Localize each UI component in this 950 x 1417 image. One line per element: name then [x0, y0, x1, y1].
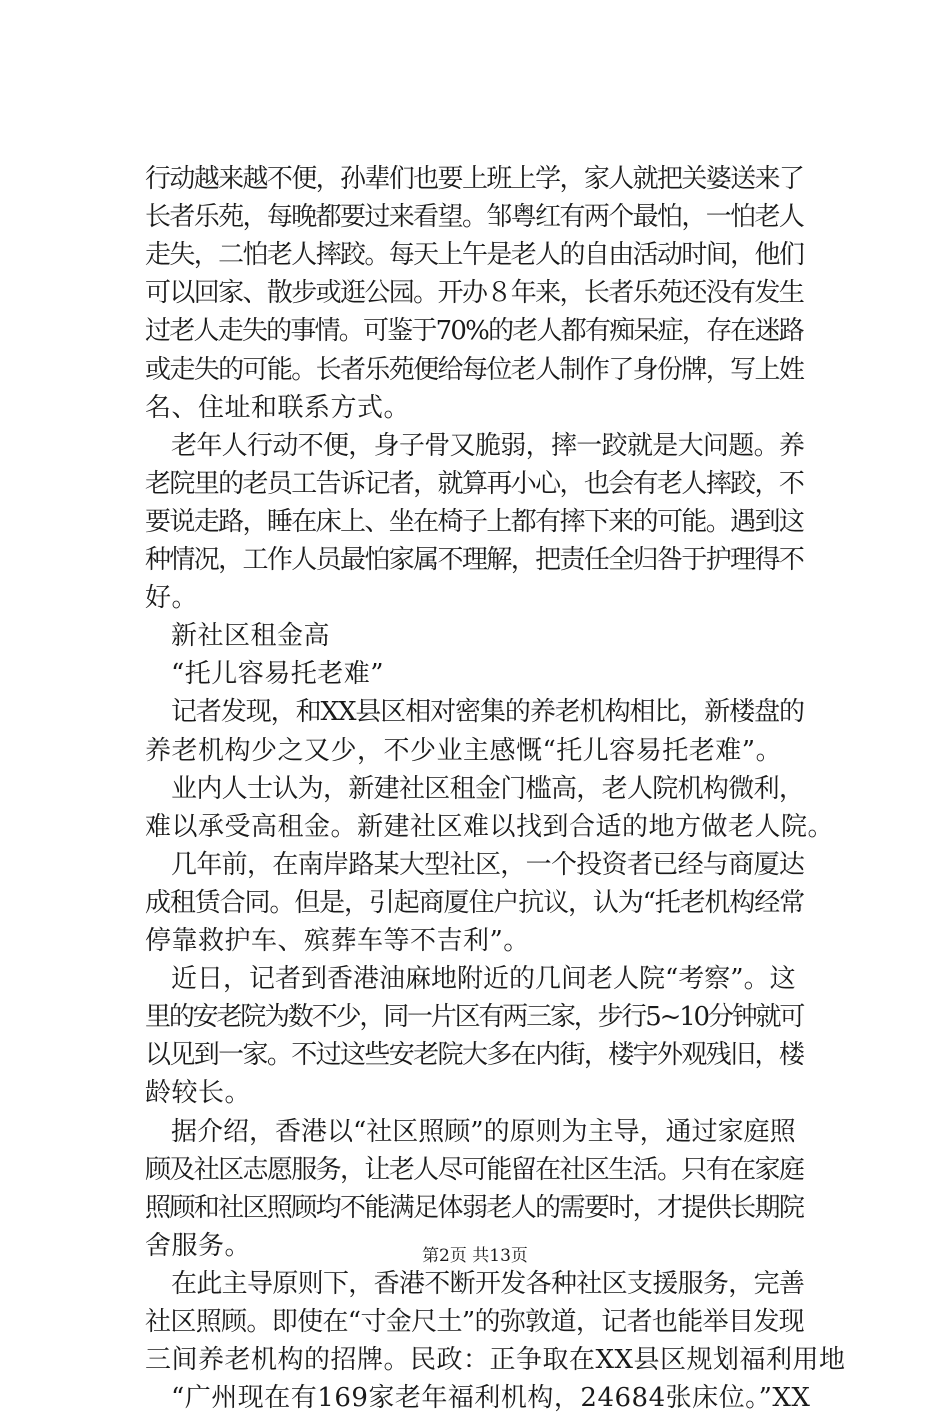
text-line: 舍服务。 [145, 1230, 252, 1261]
text-line: 名、住址和联系方式。 [145, 392, 411, 423]
text-line: 或走失的可能。长者乐苑便给每位老人制作了身份牌，写上姓 [145, 354, 804, 385]
text-line: 据介绍，香港以“社区照顾”的原则为主导，通过家庭照 [171, 1116, 796, 1147]
text-line: 在此主导原则下，香港不断开发各种社区支援服务，完善 [171, 1268, 805, 1299]
text-line: 记者发现，和XX县区相对密集的养老机构相比，新楼盘的 [171, 697, 804, 728]
text-line: “广州现在有169家老年福利机构，24684张床位。”XX [171, 1383, 811, 1414]
text-line: 顾及社区志愿服务，让老人尽可能留在社区生活。只有在家庭 [145, 1154, 804, 1185]
page-footer: 第2页 共13页 [422, 1246, 528, 1266]
text-line: 新社区租金高 [171, 621, 331, 652]
text-line: 老院里的老员工告诉记者，就算再小心，也会有老人摔跤，不 [145, 468, 804, 499]
text-line: 几年前，在南岸路某大型社区，一个投资者已经与商厦达 [171, 849, 805, 880]
text-line: “托儿容易托老难” [171, 659, 385, 690]
text-line: 好。 [145, 583, 199, 614]
text-line: 成租赁合同。但是，引起商厦住户抗议，认为“托老机构经常 [145, 887, 805, 918]
text-line: 要说走路，睡在床上、坐在椅子上都有摔下来的可能。遇到这 [145, 506, 804, 537]
text-line: 三间养老机构的招牌。民政：正争取在XX县区规划福利用地 [145, 1345, 846, 1376]
text-line: 种情况，工作人员最怕家属不理解，把责任全归咎于护理得不 [145, 545, 804, 575]
text-line: 业内人士认为，新建社区租金门槛高，老人院机构微利， [171, 773, 805, 804]
text-line: 过老人走失的事情。可鉴于70%的老人都有痴呆症，存在迷路 [145, 316, 803, 347]
text-line: 社区照顾。即使在“寸金尺土”的弥敦道，记者也能举目发现 [145, 1307, 805, 1337]
text-line: 以见到一家。不过这些安老院大多在内街，楼宇外观残旧，楼 [145, 1040, 804, 1071]
text-line: 照顾和社区照顾均不能满足体弱老人的需要时，才提供长期院 [145, 1192, 804, 1223]
text-line: 长者乐苑，每晚都要过来看望。邹粤红有两个最怕，一怕老人 [145, 202, 804, 233]
text-line: 难以承受高租金。新建社区难以找到合适的地方做老人院。 [145, 811, 835, 842]
text-line: 走失，二怕老人摔跤。每天上午是老人的自由活动时间，他们 [145, 240, 804, 271]
text-line: 老年人行动不便，身子骨又脆弱，摔一跤就是大问题。养 [171, 430, 805, 461]
text-line: 龄较长。 [145, 1078, 252, 1109]
text-line: 可以回家、散步或逛公园。开办８年来，长者乐苑还没有发生 [145, 278, 804, 309]
text-line: 里的安老院为数不少，同一片区有两三家，步行5~10分钟就可 [145, 1002, 804, 1033]
text-line: 停靠救护车、殡葬车等不吉利”。 [145, 926, 530, 956]
text-line: 行动越来越不便，孙辈们也要上班上学，家人就把关婆送来了 [145, 164, 804, 194]
text-line: 近日，记者到香港油麻地附近的几间老人院“考察”。这 [171, 964, 796, 995]
text-line: 养老机构少之又少，不少业主感慨“托儿容易托老难”。 [145, 735, 783, 766]
